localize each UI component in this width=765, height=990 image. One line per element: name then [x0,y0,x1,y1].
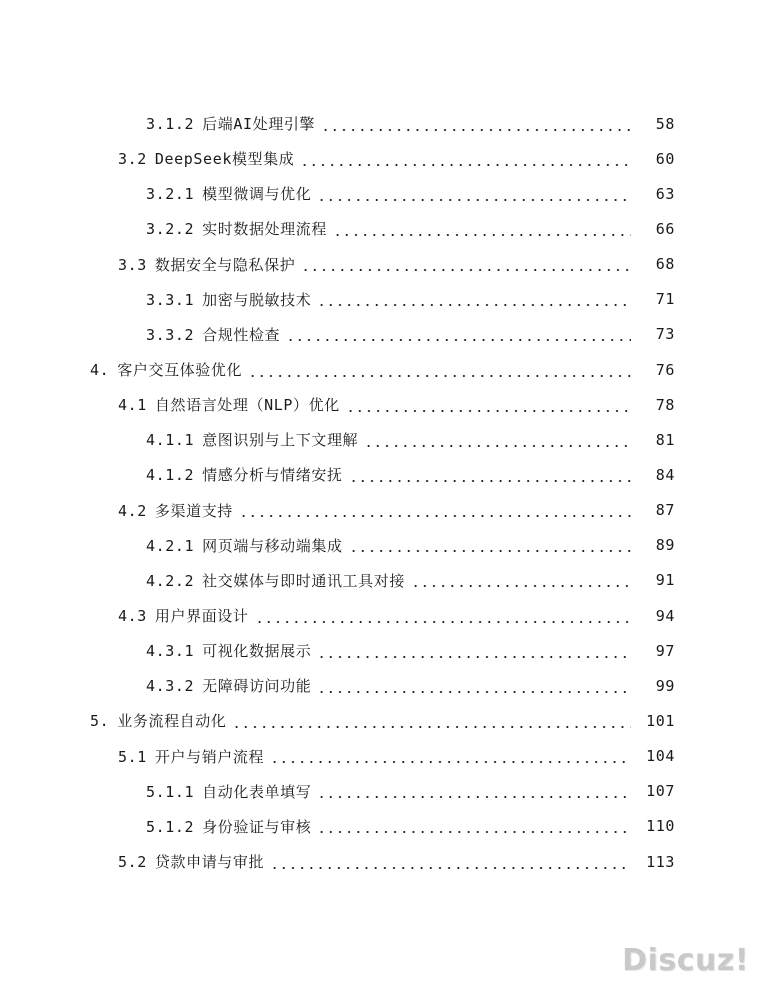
toc-entry[interactable] [0,422,765,457]
toc-entry-number: 3.2 [118,150,147,169]
toc-entry[interactable] [0,457,765,492]
toc-entry-number: 4.3 [118,607,147,626]
toc-page-number: 91 [655,571,675,590]
toc-entry-number: 4.2.2 [146,571,195,590]
toc-entry-number: 4. [90,361,110,380]
toc-entry-title: 意图识别与上下文理解 [202,431,359,450]
toc-entry-number: 4.2 [118,501,147,520]
toc-dot-leader [248,375,631,377]
toc-page-number: 89 [655,536,675,555]
toc-page-number: 113 [646,852,675,871]
toc-entry-text [146,640,315,661]
toc-page-number: 66 [655,219,675,238]
toc-dot-leader [317,199,631,201]
toc-entry-number: 4.3.1 [146,642,195,661]
toc-entry-number: 5.1.1 [146,782,195,801]
toc-dot-leader [232,726,631,728]
toc-entry-title: 用户界面设计 [154,607,249,626]
toc-entry-number: 3.3.2 [146,325,195,344]
toc-dot-leader [270,761,631,763]
toc-entry-title: DeepSeek模型集成 [154,150,295,169]
discuz-watermark: Discuz! [622,943,749,978]
toc-entry[interactable] [0,317,765,352]
toc-entry-text [90,710,230,731]
toc-entry-number: 3.1.2 [146,115,195,134]
toc-entry[interactable] [0,668,765,703]
toc-entry-title: 自然语言处理（NLP）优化 [154,396,340,415]
toc-entry-number: 3.2.2 [146,220,195,239]
toc-dot-leader [346,410,631,412]
toc-page-number: 73 [655,325,675,344]
toc-entry-title: 自动化表单填写 [202,782,312,801]
toc-entry-text [146,675,315,696]
toc-page-number: 84 [655,465,675,484]
toc-entry-text [118,254,299,275]
toc-page-number: 58 [655,114,675,133]
toc-entry-title: 合规性检查 [202,325,281,344]
toc-entry-number: 5.1.2 [146,817,195,836]
toc-entry-text [118,605,253,626]
toc-dot-leader [239,515,631,517]
toc-entry[interactable] [0,809,765,844]
toc-entry-title: 模型微调与优化 [202,185,312,204]
toc-entry[interactable] [0,176,765,211]
toc-entry[interactable] [0,387,765,422]
toc-entry-title: 实时数据处理流程 [202,220,327,239]
toc-entry[interactable] [0,844,765,879]
toc-entry-number: 4.2.1 [146,536,195,555]
toc-page-number: 87 [655,501,675,520]
toc-entry-title: 可视化数据展示 [202,642,312,661]
toc-dot-leader [349,480,631,482]
toc-entry[interactable] [0,211,765,246]
toc-page-number: 104 [646,747,675,766]
toc-entry-text [146,464,347,485]
toc-entry-number: 4.1.2 [146,466,195,485]
toc-entry-number: 3.3.1 [146,290,195,309]
toc-dot-leader [317,691,631,693]
toc-page-number: 71 [655,290,675,309]
toc-dot-leader [317,796,631,798]
toc-entry[interactable] [0,633,765,668]
toc-entry-number: 5. [90,712,110,731]
toc-entry-title: 身份验证与审核 [202,817,312,836]
toc-dot-leader [255,621,631,623]
table-of-contents [0,106,765,879]
toc-entry-title: 多渠道支持 [154,501,233,520]
toc-dot-leader [317,304,631,306]
toc-entry-number: 5.1 [118,747,147,766]
toc-page-number: 97 [655,641,675,660]
toc-entry-text [146,570,409,591]
toc-entry-text [118,148,298,169]
toc-dot-leader [270,867,631,869]
toc-page-number: 94 [655,606,675,625]
toc-entry-title: 客户交互体验优化 [117,361,243,380]
toc-dot-leader [300,164,631,166]
toc-entry-title: 网页端与移动端集成 [202,536,343,555]
toc-entry-number: 5.2 [118,853,147,872]
toc-entry[interactable] [0,247,765,282]
toc-entry-title: 情感分析与情绪安抚 [202,466,343,485]
toc-page-number: 99 [655,676,675,695]
toc-page-number: 110 [646,817,675,836]
toc-entry-text [146,535,347,556]
toc-entry-number: 3.3 [118,255,147,274]
toc-entry-title: 业务流程自动化 [117,712,227,731]
toc-entry[interactable] [0,703,765,738]
toc-entry-text [146,113,319,134]
toc-page-number: 101 [646,711,675,730]
toc-entry-text [146,324,284,345]
toc-page-number: 76 [655,360,675,379]
toc-dot-leader [411,585,631,587]
toc-entry-text [118,746,268,767]
toc-entry-text [146,816,315,837]
toc-entry-number: 3.2.1 [146,185,195,204]
toc-entry-text [146,429,362,450]
toc-entry-title: 无障碍访问功能 [202,677,312,696]
toc-entry-text [90,359,246,380]
toc-entry[interactable] [0,739,765,774]
toc-dot-leader [301,269,631,271]
toc-dot-leader [321,129,631,131]
toc-dot-leader [286,339,631,341]
toc-entry-title: 数据安全与隐私保护 [154,255,296,274]
toc-entry-title: 开户与销户流程 [154,747,265,766]
toc-entry-title: 贷款申请与审批 [154,853,265,872]
toc-dot-leader [317,831,631,833]
toc-entry-title: 后端AI处理引擎 [202,115,316,134]
toc-entry[interactable] [0,774,765,809]
toc-entry-number: 4.1 [118,396,147,415]
toc-page-number: 81 [655,430,675,449]
toc-entry[interactable] [0,493,765,528]
toc-entry-text [146,183,315,204]
toc-entry-number: 4.3.2 [146,677,195,696]
toc-entry-text [146,781,315,802]
toc-entry-text [118,500,237,521]
toc-entry-text [118,851,268,872]
toc-entry[interactable] [0,528,765,563]
toc-page-number: 78 [655,395,675,414]
toc-entry-text [146,289,315,310]
toc-entry[interactable] [0,352,765,387]
toc-page-number: 60 [655,149,675,168]
toc-entry[interactable] [0,282,765,317]
toc-dot-leader [364,445,631,447]
toc-entry-number: 4.1.1 [146,431,195,450]
toc-page-number: 63 [655,184,675,203]
toc-entry[interactable] [0,141,765,176]
toc-dot-leader [349,550,631,552]
toc-entry[interactable] [0,106,765,141]
toc-page-number: 107 [646,782,675,801]
toc-entry-title: 社交媒体与即时通讯工具对接 [202,571,405,590]
toc-dot-leader [333,234,631,236]
toc-entry-text [118,394,344,415]
toc-dot-leader [317,656,631,658]
toc-entry-title: 加密与脱敏技术 [202,290,312,309]
toc-entry[interactable] [0,563,765,598]
toc-entry-text [146,218,331,239]
toc-page-number: 68 [655,255,675,274]
toc-entry[interactable] [0,598,765,633]
